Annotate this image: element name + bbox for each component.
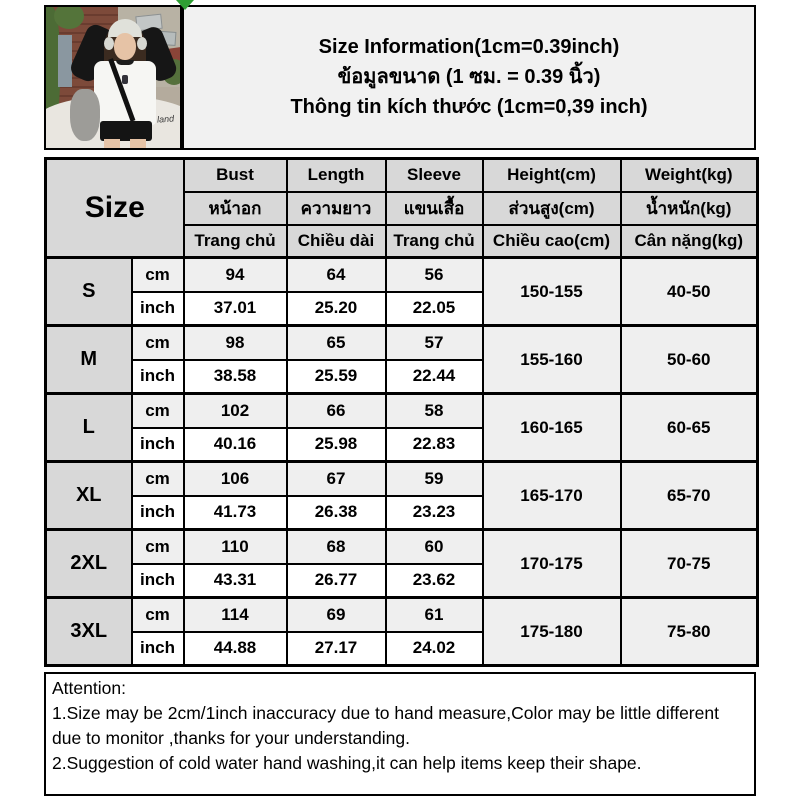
col-weight-th: น้ำหนัก(kg)	[621, 192, 758, 225]
row-xl-cm	[46, 462, 758, 496]
length-cm: 67	[287, 462, 386, 496]
model-face	[114, 33, 136, 60]
sleeve-cm: 59	[386, 462, 483, 496]
row-m-cm	[46, 326, 758, 360]
attention-line-1: 1.Size may be 2cm/1inch inaccuracy due to hand measure,Color may be little different due to monitor ,thanks for your understanding.	[52, 703, 719, 748]
length-inch: 26.77	[287, 564, 386, 598]
col-height-en: Height(cm)	[483, 159, 621, 192]
headphone-earcup	[137, 37, 147, 50]
unit-cm: cm	[132, 258, 184, 292]
sleeve-inch: 23.62	[386, 564, 483, 598]
unit-inch: inch	[132, 428, 184, 462]
unit-inch: inch	[132, 632, 184, 666]
col-bust-en: Bust	[184, 159, 287, 192]
size-header: Size	[46, 159, 184, 258]
bust-cm: 98	[184, 326, 287, 360]
size-cell-s: S	[46, 258, 132, 326]
bust-cm: 94	[184, 258, 287, 292]
model-shorts	[100, 121, 152, 141]
unit-inch: inch	[132, 564, 184, 598]
tee-print	[122, 75, 128, 84]
col-height-vi: Chiều cao(cm)	[483, 225, 621, 258]
sleeve-inch: 22.44	[386, 360, 483, 394]
length-inch: 25.98	[287, 428, 386, 462]
col-bust-vi: Trang chủ	[184, 225, 287, 258]
size-cell-m: M	[46, 326, 132, 394]
unit-inch: inch	[132, 360, 184, 394]
title-box	[182, 5, 756, 150]
bust-inch: 41.73	[184, 496, 287, 530]
length-cm: 69	[287, 598, 386, 632]
length-inch: 25.59	[287, 360, 386, 394]
weight-range: 65-70	[621, 462, 758, 530]
col-height-th: ส่วนสูง(cm)	[483, 192, 621, 225]
sleeve-cm: 56	[386, 258, 483, 292]
col-length-th: ความยาว	[287, 192, 386, 225]
weight-range: 40-50	[621, 258, 758, 326]
length-cm: 66	[287, 394, 386, 428]
unit-cm: cm	[132, 530, 184, 564]
col-bust-th: หน้าอก	[184, 192, 287, 225]
size-cell-xl: XL	[46, 462, 132, 530]
col-length-en: Length	[287, 159, 386, 192]
title-vi: Thông tin kích thước (1cm=0,39 inch)	[290, 96, 648, 118]
sleeve-cm: 61	[386, 598, 483, 632]
green-corner-accent	[176, 0, 194, 10]
attention-title: Attention:	[52, 678, 126, 698]
tee-collar	[116, 60, 134, 65]
weight-range: 60-65	[621, 394, 758, 462]
height-range: 155-160	[483, 326, 621, 394]
title-en: Size Information(1cm=0.39inch)	[318, 36, 620, 58]
sleeve-cm: 58	[386, 394, 483, 428]
row-3xl-cm	[46, 598, 758, 632]
sleeve-cm: 57	[386, 326, 483, 360]
unit-inch: inch	[132, 292, 184, 326]
door	[58, 35, 72, 87]
bust-cm: 102	[184, 394, 287, 428]
bust-cm: 114	[184, 598, 287, 632]
header-row-en	[46, 159, 758, 192]
weight-range: 70-75	[621, 530, 758, 598]
unit-cm: cm	[132, 326, 184, 360]
col-sleeve-th: แขนเสื้อ	[386, 192, 483, 225]
height-range: 170-175	[483, 530, 621, 598]
size-cell-2xl: 2XL	[46, 530, 132, 598]
size-cell-3xl: 3XL	[46, 598, 132, 666]
sleeve-inch: 24.02	[386, 632, 483, 666]
title-th: ข้อมูลขนาด (1 ซม. = 0.39 นิ้ว)	[337, 66, 601, 88]
bust-cm: 110	[184, 530, 287, 564]
bust-inch: 43.31	[184, 564, 287, 598]
length-cm: 65	[287, 326, 386, 360]
model-leg	[104, 139, 120, 150]
bust-inch: 38.58	[184, 360, 287, 394]
length-inch: 25.20	[287, 292, 386, 326]
length-cm: 68	[287, 530, 386, 564]
col-sleeve-en: Sleeve	[386, 159, 483, 192]
bust-inch: 37.01	[184, 292, 287, 326]
ledge-text: land	[156, 113, 175, 125]
gray-bag	[70, 89, 100, 141]
unit-cm: cm	[132, 462, 184, 496]
length-inch: 27.17	[287, 632, 386, 666]
headphone-earcup	[104, 37, 114, 50]
bust-inch: 44.88	[184, 632, 287, 666]
attention-line-2: 2.Suggestion of cold water hand washing,it can help items keep their shape.	[52, 753, 642, 773]
bust-inch: 40.16	[184, 428, 287, 462]
weight-range: 75-80	[621, 598, 758, 666]
model-leg	[130, 139, 146, 150]
length-cm: 64	[287, 258, 386, 292]
col-sleeve-vi: Trang chủ	[386, 225, 483, 258]
sleeve-cm: 60	[386, 530, 483, 564]
row-l-cm	[46, 394, 758, 428]
unit-inch: inch	[132, 496, 184, 530]
length-inch: 26.38	[287, 496, 386, 530]
unit-cm: cm	[132, 394, 184, 428]
height-range: 160-165	[483, 394, 621, 462]
weight-range: 50-60	[621, 326, 758, 394]
col-length-vi: Chiều dài	[287, 225, 386, 258]
attention-box	[44, 672, 756, 796]
height-range: 165-170	[483, 462, 621, 530]
height-range: 150-155	[483, 258, 621, 326]
col-weight-en: Weight(kg)	[621, 159, 758, 192]
col-weight-vi: Cân nặng(kg)	[621, 225, 758, 258]
size-cell-l: L	[46, 394, 132, 462]
height-range: 175-180	[483, 598, 621, 666]
bust-cm: 106	[184, 462, 287, 496]
row-2xl-cm	[46, 530, 758, 564]
sleeve-inch: 23.23	[386, 496, 483, 530]
product-photo	[44, 5, 182, 150]
sleeve-inch: 22.83	[386, 428, 483, 462]
row-s-cm	[46, 258, 758, 292]
sleeve-inch: 22.05	[386, 292, 483, 326]
unit-cm: cm	[132, 598, 184, 632]
size-table	[44, 157, 759, 667]
